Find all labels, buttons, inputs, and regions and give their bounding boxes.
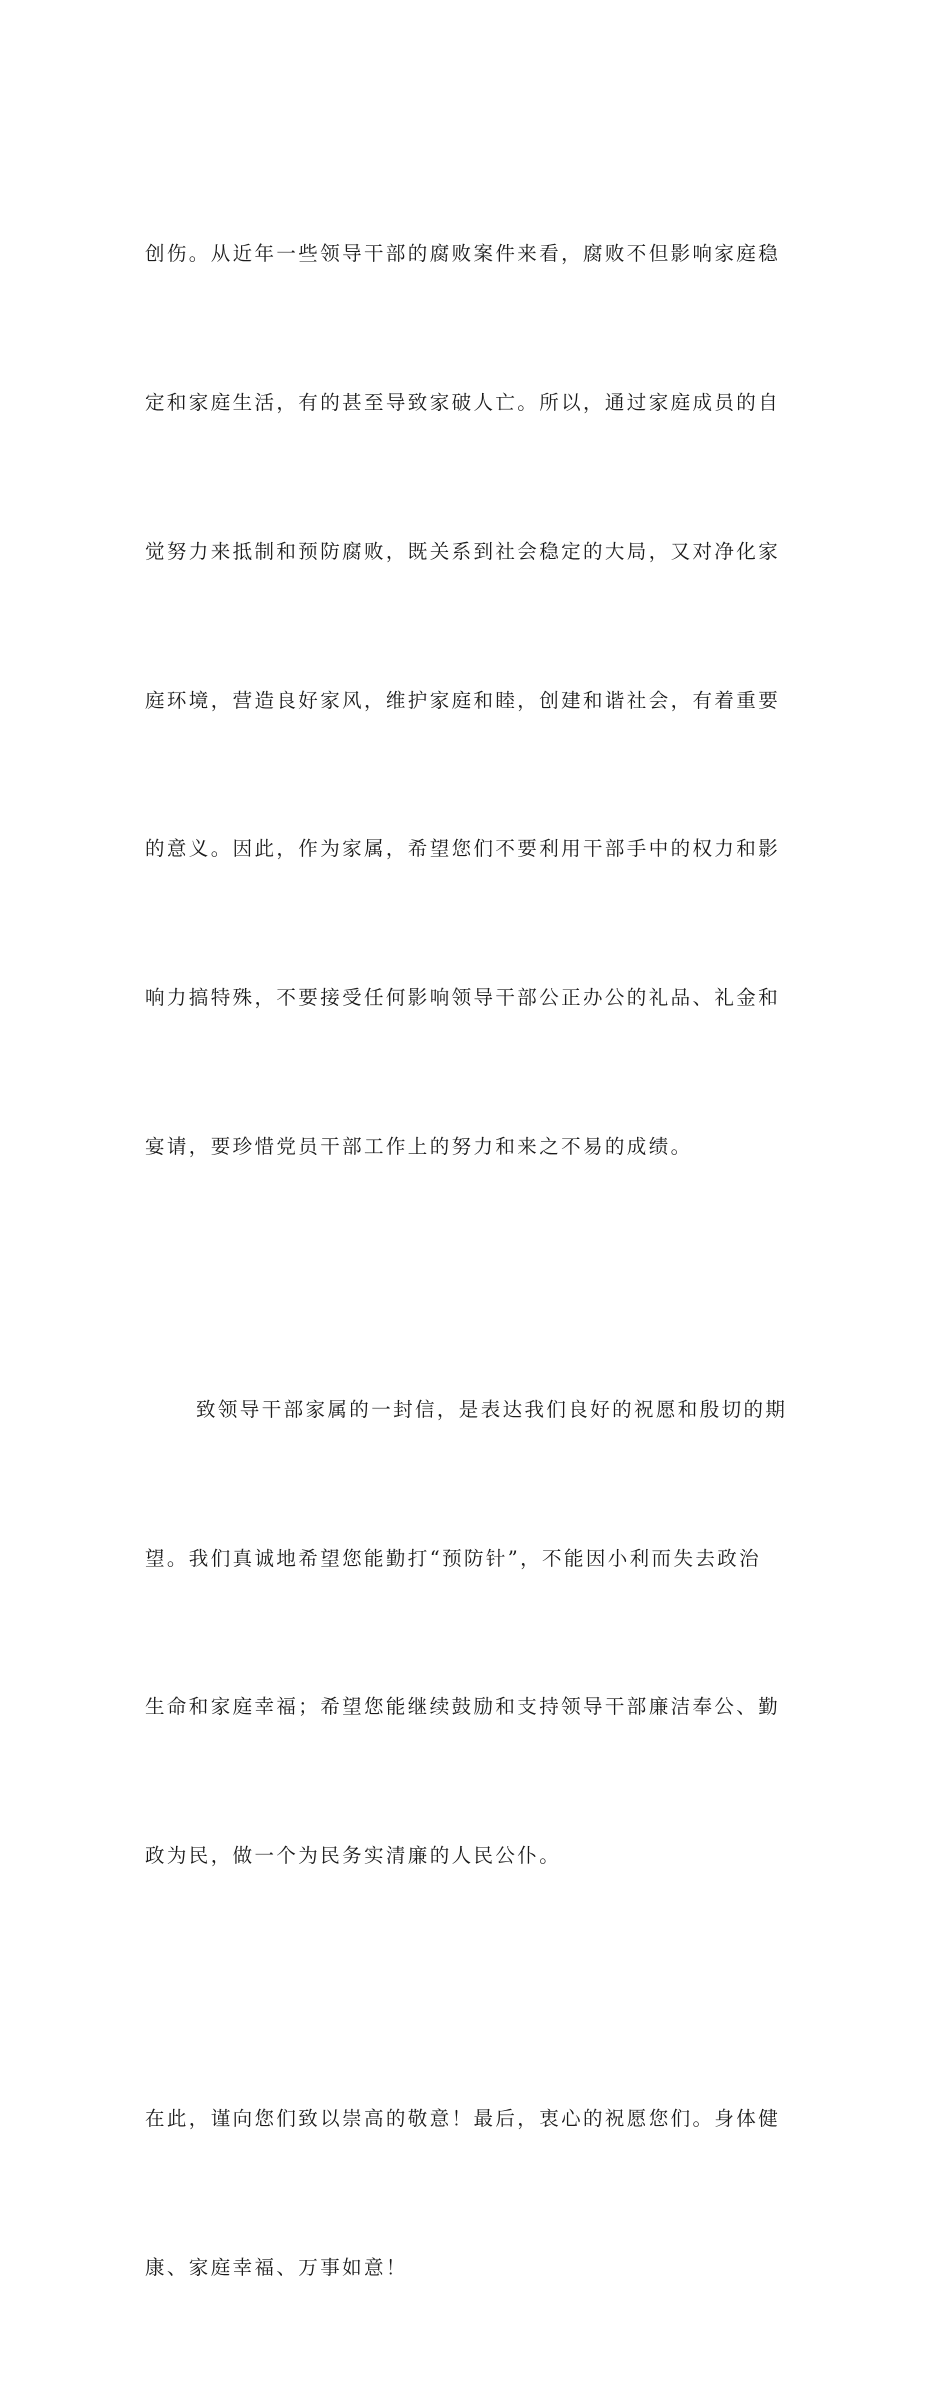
paragraph-line: 望。我们真诚地希望您能勤打“预防针”，不能因小利而失去政治 [145, 1546, 762, 1570]
paragraph-line: 致领导干部家属的一封信，是表达我们良好的祝愿和殷切的期 [196, 1397, 788, 1421]
paragraph-line: 觉努力来抵制和预防腐败，既关系到社会稳定的大局，又对净化家 [145, 539, 781, 563]
letter-body [145, 130, 810, 2392]
paragraph-line: 康、家庭幸福、万事如意！ [145, 2255, 408, 2279]
paragraph-1 [145, 130, 810, 1271]
paragraph-line: 定和家庭生活，有的甚至导致家破人亡。所以，通过家庭成员的自 [145, 390, 781, 414]
paragraph-line: 庭环境，营造良好家风，维护家庭和睦，创建和谐社会，有着重要 [145, 688, 781, 712]
paragraph-2 [145, 1286, 810, 1980]
paragraph-line: 宴请，要珍惜党员干部工作上的努力和来之不易的成绩。 [145, 1134, 693, 1158]
paragraph-line: 的意义。因此，作为家属，希望您们不要利用干部手中的权力和影 [145, 837, 781, 861]
paragraph-line: 创伤。从近年一些领导干部的腐败案件来看，腐败不但影响家庭稳 [145, 242, 781, 266]
paragraph-line: 政为民，做一个为民务实清廉的人民公仆。 [145, 1844, 562, 1868]
paragraph-line: 响力搞特殊，不要接受任何影响领导干部公正办公的礼品、礼金和 [145, 986, 781, 1010]
paragraph-3 [145, 1995, 810, 2392]
paragraph-line: 在此，谨向您们致以崇高的敬意！最后，衷心的祝愿您们。身体健 [145, 2107, 781, 2131]
paragraph-line: 生命和家庭幸福；希望您能继续鼓励和支持领导干部廉洁奉公、勤 [145, 1695, 781, 1719]
